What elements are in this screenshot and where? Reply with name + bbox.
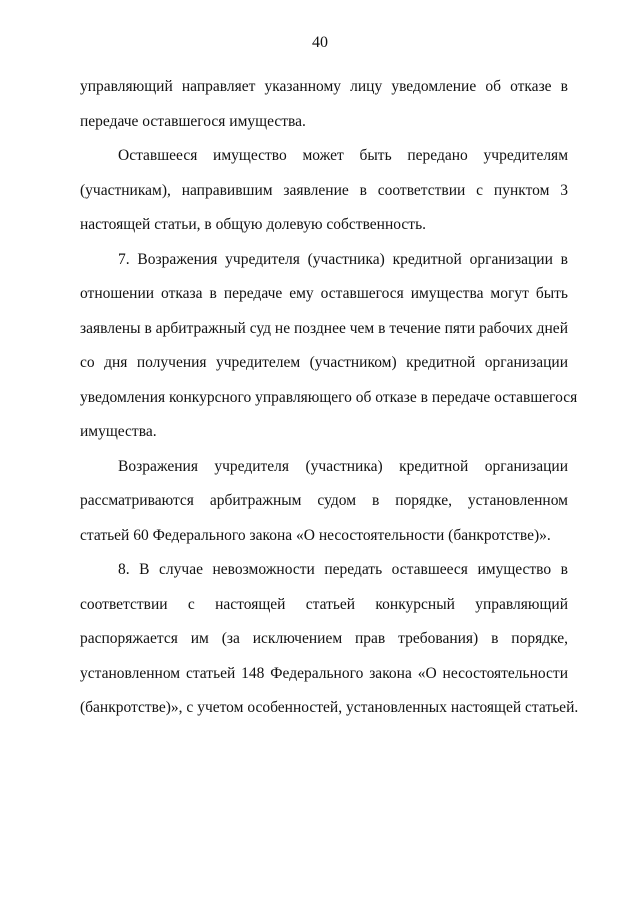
document-body bbox=[80, 70, 579, 726]
text-line: (банкротстве)», с учетом особенностей, установленных настоящей статьей. bbox=[80, 699, 579, 716]
text-line: имущества. bbox=[80, 423, 157, 440]
text-line: Возражения учредителя (участника) кредитной организации bbox=[118, 457, 568, 475]
paragraph-continuation bbox=[80, 70, 568, 139]
text-line: управляющий направляет указанному лицу уведомление об отказе в bbox=[80, 78, 568, 95]
text-line: распоряжается им (за исключением прав требования) в порядке, bbox=[80, 630, 568, 647]
text-line: 8. В случае невозможности передать оставшееся имущество в bbox=[118, 561, 568, 578]
text-line: рассматриваются арбитражным судом в порядке, установленном bbox=[80, 492, 568, 509]
text-line: 7. Возражения учредителя (участника) кредитной организации в bbox=[118, 250, 568, 268]
text-line: передаче оставшегося имущества. bbox=[80, 112, 306, 130]
text-line: заявлены в арбитражный суд не позднее чем в течение пяти рабочих дней bbox=[80, 319, 568, 337]
text-line: отношении отказа в передаче ему оставшегося имущества могут быть bbox=[80, 285, 568, 302]
paragraph-item-8 bbox=[80, 553, 579, 726]
paragraph-item-7 bbox=[80, 243, 578, 450]
text-line: со дня получения учредителем (участником) кредитной организации bbox=[80, 354, 568, 371]
text-line: установленном статьей 148 Федерального закона «О несостоятельности bbox=[80, 664, 568, 682]
paragraph-objections bbox=[80, 450, 568, 554]
text-line: (участникам), направившим заявление в соответствии с пунктом 3 bbox=[80, 181, 568, 199]
page-number: 40 bbox=[312, 34, 328, 51]
text-line: Оставшееся имущество может быть передано учредителям bbox=[118, 147, 568, 164]
text-line: настоящей статьи, в общую долевую собственность. bbox=[80, 216, 427, 233]
text-line: соответствии с настоящей статьей конкурсный управляющий bbox=[80, 595, 568, 613]
paragraph-remaining-property bbox=[80, 139, 568, 243]
text-line: статьей 60 Федерального закона «О несостоятельности (банкротстве)». bbox=[80, 526, 551, 544]
text-line: уведомления конкурсного управляющего об отказе в передаче оставшегося bbox=[80, 388, 578, 406]
